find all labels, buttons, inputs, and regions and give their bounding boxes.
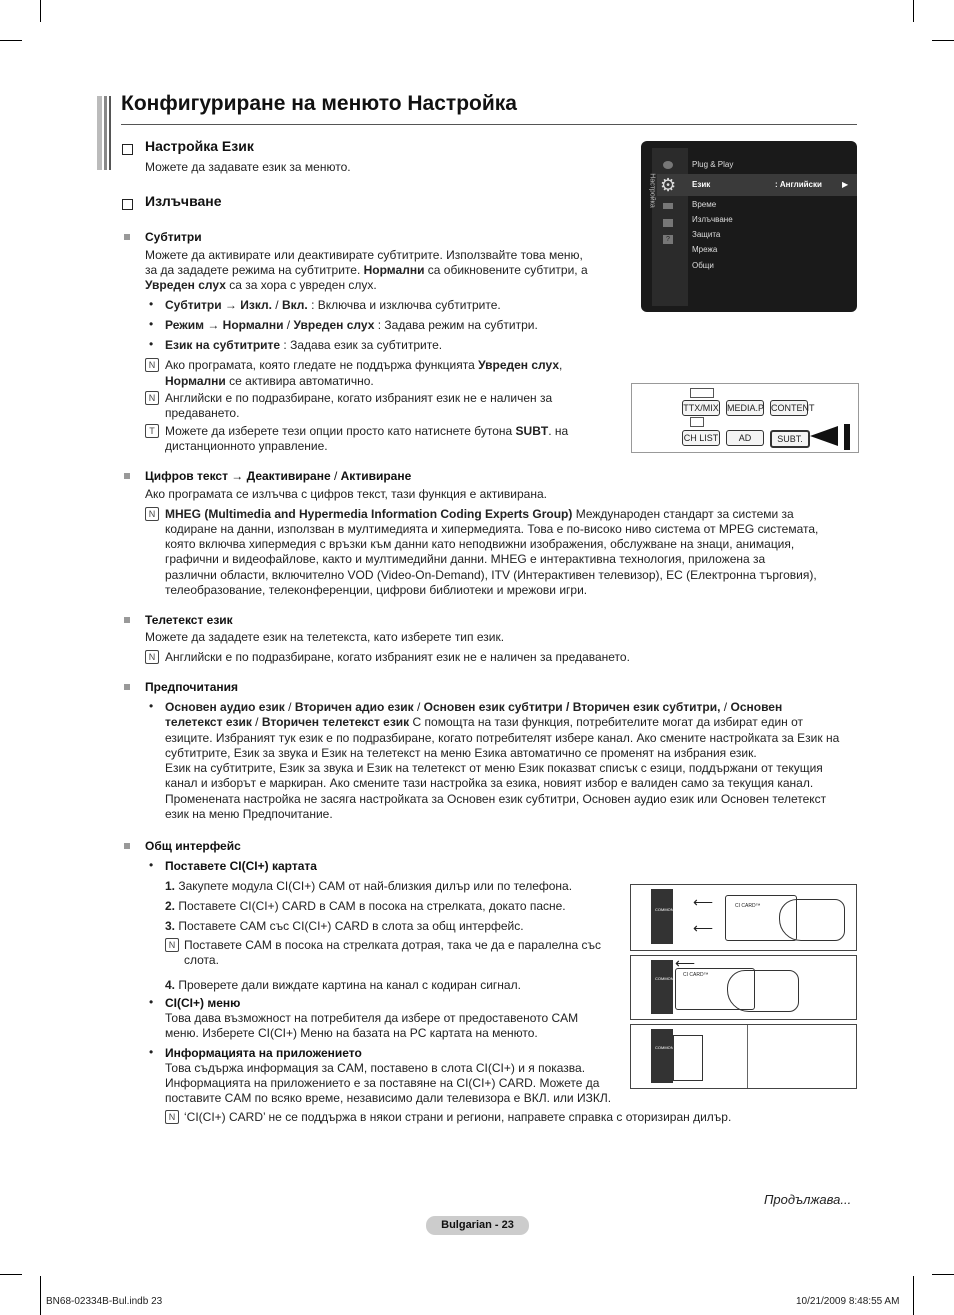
note-icon: N [145, 650, 159, 664]
ci-card-label: CI CARD™ [683, 972, 709, 978]
plug-icon [663, 161, 673, 169]
bullet-dot: • [149, 858, 154, 872]
remote-note-icon: T [145, 424, 159, 438]
arrow-left-icon: ⟵ [675, 955, 696, 971]
section-heading-broadcast: Излъчване [145, 193, 222, 209]
section-heading-language: Настройка Език [145, 138, 254, 154]
note-text: Нормални се активира автоматично. [165, 374, 374, 388]
preferences-text: език на меню Предпочитание. [165, 807, 333, 821]
preferences-text: телетекст език / Вторичен телетекст език С помощта на тази функция, потребителите могат да избират един от [165, 715, 804, 729]
note-text: Поставете CAM в посока на стрелката дотрая, така че да е паралелна със [184, 938, 601, 952]
ci-slot-label: COMMON INTERFACE [655, 907, 698, 912]
note-text: Английски е по подразбиране, когато избраният език не е наличен за [165, 391, 553, 405]
note-text: дистанционното управление. [165, 439, 328, 453]
arrow-left-icon: ⟵ [693, 920, 714, 936]
mheg-text: която включва хипермедия с връзки към данни като неподвижни изображения, обслужване на знаци, анимация, [165, 537, 795, 551]
ci-menu-text: Това дава възможност на потребителя да избере от предоставеното CAM [165, 1011, 579, 1025]
app-info-text: Информацията на приложението е за поставяне на CI(CI+) CARD. Можете да [165, 1076, 600, 1090]
subtitles-text: за да зададете режима на субтитрите. Нормални са обикновените субтитри, а [145, 263, 588, 277]
crop-mark [40, 0, 41, 22]
crop-mark [932, 40, 954, 41]
teletext-icon [690, 388, 714, 398]
ci-menu-heading: CI(CI+) меню [165, 996, 241, 1010]
menu-arrow-icon: ▶ [842, 180, 849, 189]
step-text: 3. Поставете CAM със CI(CI+) CARD в слота за общ интерфейс. [165, 919, 524, 933]
digital-text-desc: Ако програмата се излъчва с цифров текст, тази функция е активирана. [145, 487, 547, 501]
note-text: Можете да изберете тези опции просто като натиснете бутона SUBT. на [165, 424, 569, 438]
note-text: предаването. [165, 406, 240, 420]
gear-icon: ⚙ [660, 175, 677, 195]
subtitles-text: Увреден слух са за хора с увреден слух. [145, 278, 377, 292]
ci-slot-label: COMMON INTERFACE [655, 976, 698, 981]
ci-menu-text: меню. Изберете CI(CI+) Меню на базата на PC картата на менюто. [165, 1026, 538, 1040]
ci-card-illustration-3 [630, 1024, 857, 1089]
title-bar-decoration [97, 96, 102, 170]
arrow-left-icon: ⟵ [693, 894, 714, 910]
square-bullet [124, 473, 130, 479]
preferences-heading: Предпочитания [145, 680, 239, 694]
preferences-text: Основен аудио език / Вторичен адио език / Основен език субтитри / Вторичен език субтитри, / Основен [165, 700, 783, 714]
help-icon: ? [663, 235, 673, 244]
menu-item: Plug & Play [692, 160, 734, 169]
checkbox-bullet [122, 142, 133, 160]
step-text: 1. Закупете модула CI(CI+) CAM от най-близкия дилър или по телефона. [165, 879, 573, 893]
app-info-heading: Информацията на приложението [165, 1046, 362, 1060]
menu-item: Общи [692, 261, 714, 270]
ci-card-illustration-2 [630, 955, 857, 1020]
bullet-dot: • [149, 297, 154, 311]
square-bullet [124, 843, 130, 849]
crop-mark [0, 40, 22, 41]
antenna-icon [663, 203, 673, 209]
menu-sidebar [652, 148, 688, 306]
remote-button: TTX/MIX [682, 400, 720, 416]
footer-date: 10/21/2009 8:48:55 AM [796, 1296, 900, 1307]
insert-card-heading: Поставете CI(CI+) картата [165, 859, 317, 873]
app-info-text: поставите CAM по всяко време, независимо дали телевизора е ВКЛ. или ИЗКЛ. [165, 1091, 612, 1105]
title-bar-decoration [109, 96, 111, 170]
mheg-text: телеобразование, телеконференции, цифрови библиотеки и мрежови игри. [165, 583, 588, 597]
mheg-text: различни области, включително VOD (Video-On-Demand), ITV (Интерактивен телевизор), EC (Електронна търговия), [165, 568, 817, 582]
preferences-text: Променената настройка не засяга настройката за Основен език субтитри, Основен аудио език или Основен телетекст [165, 792, 827, 806]
preferences-text: канал и изборът е маркиран. Ако смените тази настройка за езика, новият избор е валиден само за текущия канал. [165, 776, 814, 790]
tv-mini-icon [690, 417, 704, 427]
remote-button: CH LIST [682, 430, 720, 446]
mheg-text: графични и видеофайлове, както и мултимедийни данни. MHEG е интерактивна технология, приложена за [165, 552, 766, 566]
remote-button: AD [726, 430, 764, 446]
remote-button: CONTENT [770, 400, 808, 416]
bullet-dot: • [149, 317, 154, 331]
crop-mark [0, 1274, 22, 1275]
square-bullet [124, 617, 130, 623]
title-bar-decoration [104, 96, 107, 170]
menu-side-label: Настройка [648, 173, 656, 208]
bullet-dot: • [149, 337, 154, 351]
ci-card-label: CI CARD™ [735, 903, 761, 909]
page-title: Конфигуриране на менюто Настройка [121, 92, 517, 115]
mheg-text: MHEG (Multimedia and Hypermedia Information Coding Experts Group) Международен стандарт за системи за [165, 507, 794, 521]
remote-button: MEDIA.P [726, 400, 764, 416]
crop-mark [913, 0, 914, 22]
note-icon: N [145, 507, 159, 521]
remote-illustration [631, 383, 859, 453]
crop-mark [932, 1274, 954, 1275]
step-text: 4. Проверете дали виждате картина на канал с кодиран сигнал. [165, 978, 521, 992]
step-text: 2. Поставете CI(CI+) CARD в CAM в посока на стрелката, докато пасне. [165, 899, 566, 913]
bullet-dot: • [149, 1045, 154, 1059]
footer-file: BN68-02334B-Bul.indb 23 [46, 1296, 163, 1307]
common-interface-heading: Общ интерфейс [145, 839, 241, 853]
remote-button-subt: SUBT. [770, 430, 810, 448]
ci-card-illustration-1 [630, 884, 857, 951]
subtitles-option: Режим → Нормални / Увреден слух : Задава режим на субтитри. [165, 318, 538, 332]
subtitles-heading: Субтитри [145, 230, 202, 244]
ci-slot [651, 889, 673, 944]
mheg-text: кодиране на данни, използван в мултимедията и хипермедията. Това е по-високо ниво система от MPEG системата, [165, 522, 819, 536]
note-text: Ако програмата, която гледате не поддържа функцията Увреден слух, [165, 358, 563, 372]
bullet-dot: • [149, 995, 154, 1009]
ci-slot-label: COMMON INTERFACE [655, 1045, 698, 1050]
note-text: слота. [184, 953, 219, 967]
hand-drawing [727, 970, 799, 1012]
highlight-bar [657, 174, 857, 196]
tv-menu-screenshot [641, 141, 857, 312]
page-number-badge: Bulgarian - 23 [426, 1216, 529, 1235]
note-text: Английски е по подразбиране, когато избраният език не е наличен за предаването. [165, 650, 630, 664]
ci-slot [651, 960, 673, 1014]
preferences-text: субтитрите, Език за звука и Език на телетекст на меню Езика автоматично се променят на избрания език. [165, 746, 757, 760]
menu-item: Време [692, 200, 717, 209]
bullet-dot: • [149, 699, 154, 713]
language-description: Можете да задавате език за менюто. [145, 160, 351, 174]
menu-item-selected: Език [692, 180, 711, 189]
digital-text-heading: Цифров текст → Деактивиране / Активиране [145, 469, 412, 483]
menu-item: Мрежа [692, 245, 718, 254]
hand-drawing [779, 899, 845, 941]
subtitles-option: Език на субтитрите : Задава език за субтитрите. [165, 338, 443, 352]
menu-selected-value: : Английски [775, 180, 822, 189]
note-icon: N [145, 358, 159, 372]
preferences-text: езиците. Избраният тук език е по подразбиране, когато потребителят избере канал. Ако смените настройката за Език на [165, 731, 840, 745]
tv-edge-line [747, 1025, 748, 1088]
teletext-heading: Телетекст език [145, 613, 233, 627]
app-info-text: Това съдържа информация за CAM, поставено в слота CI(CI+) и я показва. [165, 1061, 586, 1075]
ci-slot [651, 1029, 673, 1083]
crop-mark [913, 1276, 914, 1315]
note-icon: N [145, 391, 159, 405]
square-bullet [124, 684, 130, 690]
note-text: ‘CI(CI+) CARD’ не се поддържа в някои страни и региони, направете справка с оторизиран дилър. [184, 1110, 732, 1124]
lock-icon [663, 219, 673, 227]
menu-item: Излъчване [692, 215, 733, 224]
title-rule [121, 124, 857, 125]
preferences-text: Език на субтитрите, Език за звука и Език на телетекст от меню Език показват списък с езици, поддържани от текущия [165, 761, 823, 775]
note-icon: N [165, 938, 179, 952]
pointer-arrow-icon [810, 424, 856, 450]
cam-inserted [673, 1035, 703, 1081]
subtitles-option: Субтитри → Изкл. / Вкл. : Включва и изключва субтитрите. [165, 298, 501, 312]
crop-mark [40, 1276, 41, 1315]
menu-item: Защита [692, 230, 721, 239]
continued-label: Продължава... [764, 1192, 852, 1207]
teletext-desc: Можете да зададете език на телетекста, като изберете тип език. [145, 630, 505, 644]
checkbox-bullet [122, 197, 133, 215]
square-bullet [124, 234, 130, 240]
note-icon: N [165, 1110, 179, 1124]
subtitles-text: Можете да активирате или деактивирате субтитрите. Използвайте това меню, [145, 248, 583, 262]
